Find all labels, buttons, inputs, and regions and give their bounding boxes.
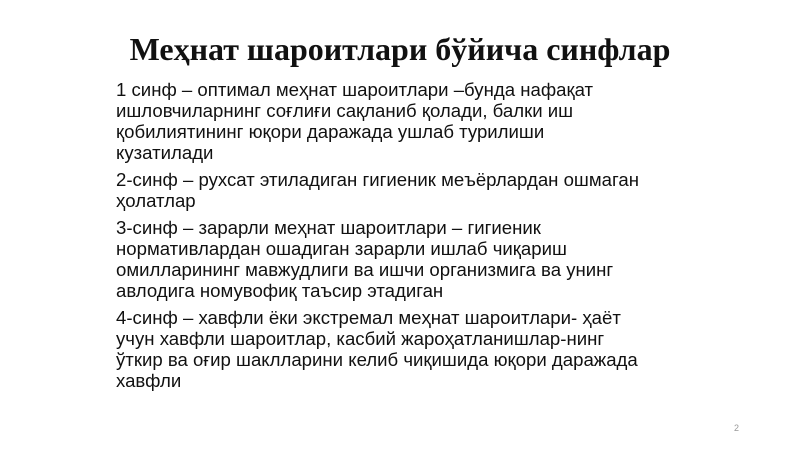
class-1-paragraph: 1 синф – оптимал меҳнат шароитлари –бунда нафақат ишловчиларнинг соғлиғи сақланиб қолади, балки иш қобилиятининг юқори даражада ушлаб турилиши кузатилади	[116, 79, 594, 163]
class-2-paragraph: 2-синф – рухсат этиладиган гигиеник меъёрлардан ошмаган ҳолатлар	[116, 169, 639, 211]
class-4-paragraph: 4-синф – хавфли ёки экстремал меҳнат шароитлари- ҳаёт учун хавфли шароитлар, касбий жароҳатланишлар-нинг ўткир ва оғир шаклларини келиб чиқишида юқори даражада хавфли	[116, 307, 638, 391]
page-number: 2	[733, 423, 739, 433]
slide-content	[116, 79, 716, 397]
class-3-paragraph: 3-синф – зарарли меҳнат шароитлари – гигиеник нормативлардан ошадиган зарарли ишлаб чиқариш омилларининг мавжудлиги ва ишчи организмига ва унинг авлодига номувофиқ таъсир этадиган	[116, 217, 614, 301]
slide-title: Меҳнат шароитлари бўйича синфлар	[129, 31, 671, 67]
